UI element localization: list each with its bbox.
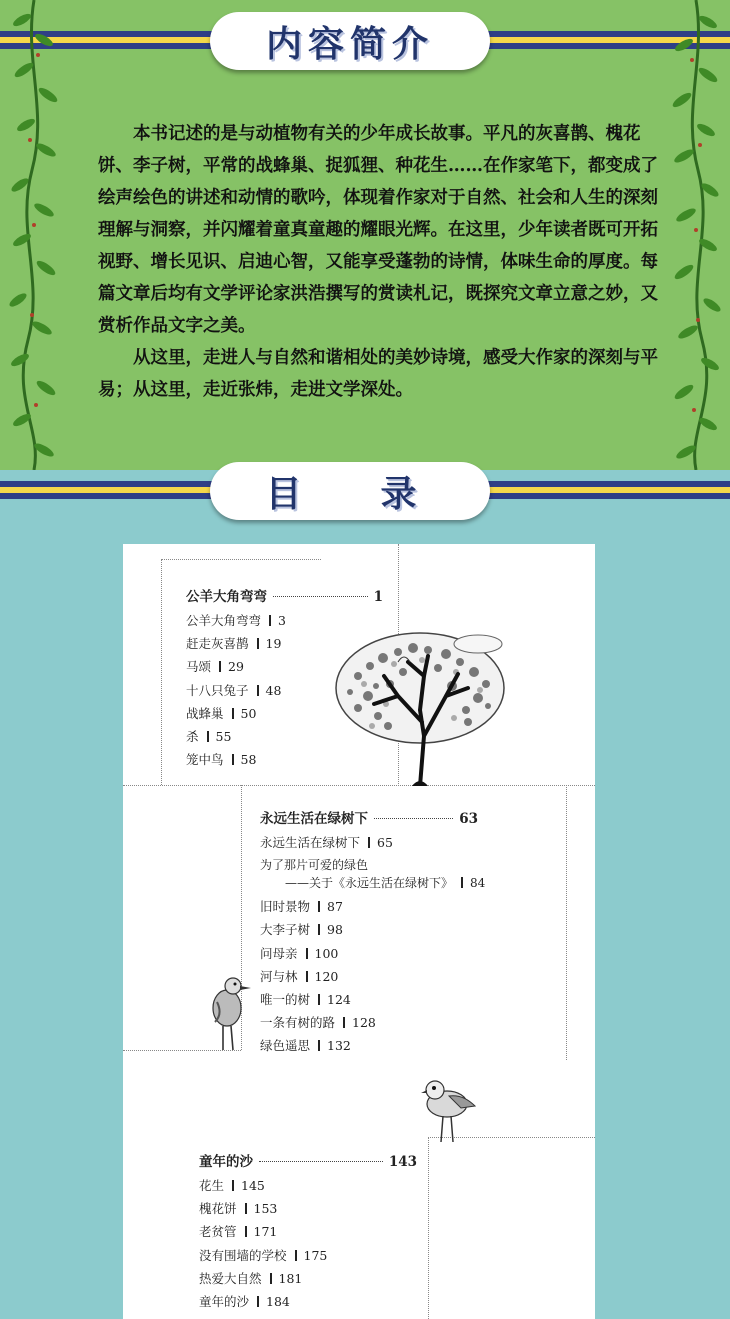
toc-entry[interactable] <box>260 831 478 854</box>
entry-subtitle: ——关于《永远生活在绿树下》 <box>285 876 454 891</box>
entry-title: 花生 <box>199 1178 225 1193</box>
entry-page: 87 <box>327 899 343 915</box>
entry-title: 河与林 <box>260 968 298 984</box>
sandpiper-illustration <box>419 1076 483 1144</box>
toc-section-1 <box>186 585 383 771</box>
frame-line <box>161 559 162 785</box>
entry-title: 旧时景物 <box>260 899 311 915</box>
entry-title: 没有围墙的学校 <box>199 1247 287 1263</box>
toc-entry[interactable] <box>186 655 383 678</box>
entry-page: 171 <box>253 1224 278 1240</box>
entry-page: 19 <box>265 636 282 652</box>
entry-page: 65 <box>377 835 393 850</box>
toc-entry[interactable] <box>199 1244 417 1267</box>
intro-text <box>98 118 658 406</box>
toc-entry[interactable] <box>199 1220 417 1243</box>
entry-page: 84 <box>470 876 486 891</box>
entry-title: 杀 <box>186 729 199 745</box>
toc-entry[interactable] <box>186 725 383 748</box>
section-page: 63 <box>459 811 478 827</box>
toc-entry[interactable] <box>260 918 478 941</box>
toc-entry[interactable] <box>260 988 478 1011</box>
entry-page: 58 <box>240 752 257 768</box>
entry-page: 100 <box>314 945 339 961</box>
vine-right-icon <box>662 0 726 470</box>
entry-page: 124 <box>327 992 351 1008</box>
toc-entry[interactable] <box>186 632 383 655</box>
entry-page: 98 <box>327 922 343 938</box>
toc-entry[interactable] <box>260 895 478 918</box>
toc-page <box>123 544 595 1319</box>
entry-title: 马颂 <box>186 659 212 675</box>
section-title: 童年的沙 <box>199 1154 253 1170</box>
entry-title: 赶走灰喜鹊 <box>186 636 249 652</box>
entry-title: 永远生活在绿树下 <box>260 835 361 850</box>
intro-heading-pill <box>210 12 490 70</box>
entry-title: 老贫管 <box>199 1224 237 1240</box>
toc-entry[interactable] <box>186 609 383 632</box>
toc-entry[interactable] <box>199 1267 417 1290</box>
toc-entry[interactable] <box>186 702 383 725</box>
toc-heading: 目 录 <box>265 473 435 515</box>
toc-section-3 <box>199 1150 417 1313</box>
toc-entry[interactable] <box>186 679 383 702</box>
entry-page: 184 <box>266 1294 290 1310</box>
entry-title: 绿色遥思 <box>260 1038 311 1054</box>
toc-entry[interactable] <box>260 856 486 892</box>
toc-entry[interactable] <box>260 1034 478 1057</box>
entry-title: 唯一的树 <box>260 992 311 1008</box>
toc-entry[interactable] <box>199 1197 417 1220</box>
dot-leader <box>374 818 453 819</box>
section-heading[interactable] <box>260 807 478 827</box>
toc-heading-pill <box>210 462 490 520</box>
section-title: 公羊大角弯弯 <box>186 589 267 605</box>
section-page: 1 <box>373 589 383 605</box>
toc-entry[interactable] <box>260 942 478 965</box>
entry-title: 十八只兔子 <box>186 682 249 698</box>
intro-heading: 内容简介 <box>265 23 434 65</box>
entry-title: 大李子树 <box>260 922 311 938</box>
entry-page: 50 <box>240 705 257 721</box>
toc-entry[interactable] <box>260 1011 478 1034</box>
entry-title: 热爱大自然 <box>199 1270 262 1286</box>
dot-leader <box>273 596 368 597</box>
frame-line <box>161 559 321 560</box>
entry-subtitle-line <box>260 874 486 892</box>
dot-leader <box>259 1161 383 1162</box>
entry-page: 132 <box>327 1038 351 1054</box>
section-page: 143 <box>388 1154 417 1170</box>
entry-page: 29 <box>228 659 244 675</box>
entry-page: 153 <box>253 1201 278 1217</box>
entry-title: 一条有树的路 <box>260 1015 336 1031</box>
section-heading[interactable] <box>186 585 383 605</box>
frame-line <box>566 785 567 1060</box>
bird-illustration <box>205 974 253 1052</box>
entry-page: 120 <box>314 968 339 984</box>
section-heading[interactable] <box>199 1150 417 1170</box>
toc-entry[interactable] <box>199 1174 417 1197</box>
intro-paragraph-1: 本书记述的是与动植物有关的少年成长故事。平凡的灰喜鹊、槐花饼、李子树，平常的战蜂巢、捉狐狸、种花生……在作家笔下，都变成了绘声绘色的讲述和动情的歌吟，体现着作家对于自然、社会和人生的深刻理解与洞察，并闪耀着童真童趣的耀眼光辉。在这里，少年读者既可开拓视野、增长见识、启迪心智，又能享受蓬勃的诗情，体味生命的厚度。每篇文章后均有文学评论家洪浩撰写的赏读札记，既探究文章立意之妙，又赏析作品文字之美。 <box>98 124 658 336</box>
toc-entry[interactable] <box>186 748 383 771</box>
entry-title: 童年的沙 <box>199 1294 250 1310</box>
entry-title: 为了那片可爱的绿色 <box>260 858 369 873</box>
entry-page: 175 <box>303 1247 328 1263</box>
entry-page: 48 <box>265 682 282 698</box>
toc-entry[interactable] <box>199 1290 417 1313</box>
entry-page: 55 <box>215 729 232 745</box>
entry-page: 145 <box>241 1178 265 1193</box>
entry-title: 笼中鸟 <box>186 752 224 768</box>
entry-title: 公羊大角弯弯 <box>186 613 262 628</box>
toc-section-2 <box>260 807 486 1058</box>
intro-paragraph-2: 从这里，走进人与自然和谐相处的美妙诗境，感受大作家的深刻与平易；从这里，走近张炜，走进文学深处。 <box>98 348 658 400</box>
vine-left-icon <box>4 0 68 470</box>
entry-page: 3 <box>278 613 286 628</box>
toc-entry[interactable] <box>260 965 478 988</box>
section-title: 永远生活在绿树下 <box>260 811 368 827</box>
entry-page: 128 <box>352 1015 376 1031</box>
entry-title: 槐花饼 <box>199 1201 237 1217</box>
entry-title: 问母亲 <box>260 945 298 961</box>
entry-title: 战蜂巢 <box>186 705 224 721</box>
frame-line <box>428 1137 429 1319</box>
entry-page: 181 <box>278 1270 303 1286</box>
intro-section <box>0 0 730 470</box>
